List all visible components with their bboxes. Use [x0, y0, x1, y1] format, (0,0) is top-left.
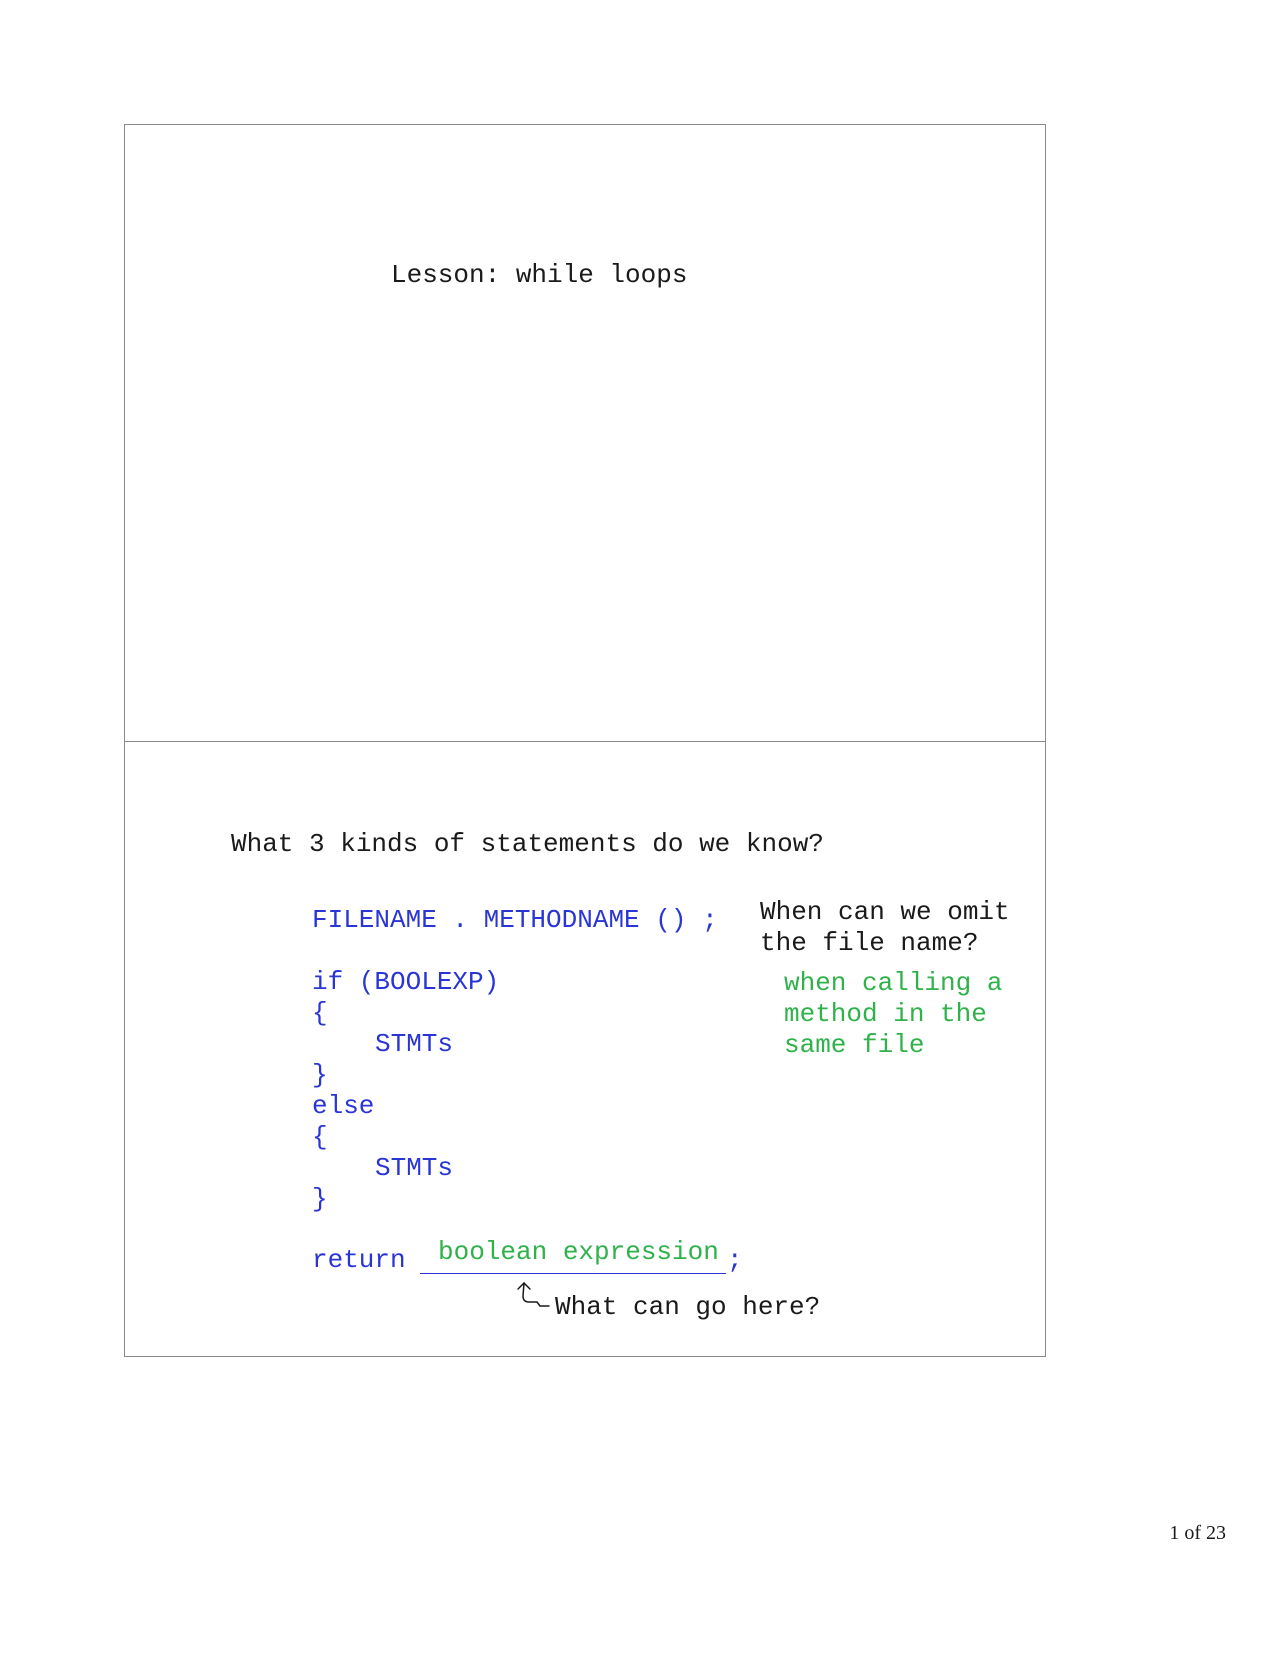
- slide-1: [124, 124, 1046, 742]
- lesson-title: Lesson: while loops: [391, 260, 688, 290]
- code-return-keyword: return: [312, 1245, 406, 1275]
- omit-question-line-1: When can we omit: [760, 897, 1010, 927]
- code-stmts-1: STMTs: [375, 1029, 454, 1059]
- omit-answer-line-1: when calling a: [784, 968, 1003, 998]
- page-number: 1 of 23: [1169, 1522, 1226, 1544]
- code-open-brace-2: {: [312, 1122, 328, 1152]
- omit-answer-line-2: method in the: [784, 999, 987, 1029]
- code-else-line: else: [312, 1091, 375, 1121]
- slide-2: [124, 741, 1046, 1357]
- return-question: What can go here?: [555, 1292, 821, 1322]
- hand-drawn-arrow-icon: [509, 1280, 559, 1320]
- code-close-brace-2: }: [312, 1184, 328, 1214]
- code-return-semicolon: ;: [727, 1245, 743, 1275]
- omit-answer-line-3: same file: [784, 1030, 925, 1060]
- return-answer: boolean expression: [438, 1237, 719, 1267]
- statements-question: What 3 kinds of statements do we know?: [231, 829, 824, 859]
- code-open-brace-1: {: [312, 998, 328, 1028]
- omit-question-line-2: the file name?: [760, 928, 979, 958]
- omit-question: [760, 897, 1010, 959]
- return-blank-underline: [420, 1273, 726, 1274]
- code-method-call: FILENAME . METHODNAME () ;: [312, 905, 718, 935]
- omit-answer: [784, 968, 1002, 1061]
- code-close-brace-1: }: [312, 1060, 328, 1090]
- code-if-line: if (BOOLEXP): [312, 967, 500, 997]
- code-stmts-2: STMTs: [375, 1153, 454, 1183]
